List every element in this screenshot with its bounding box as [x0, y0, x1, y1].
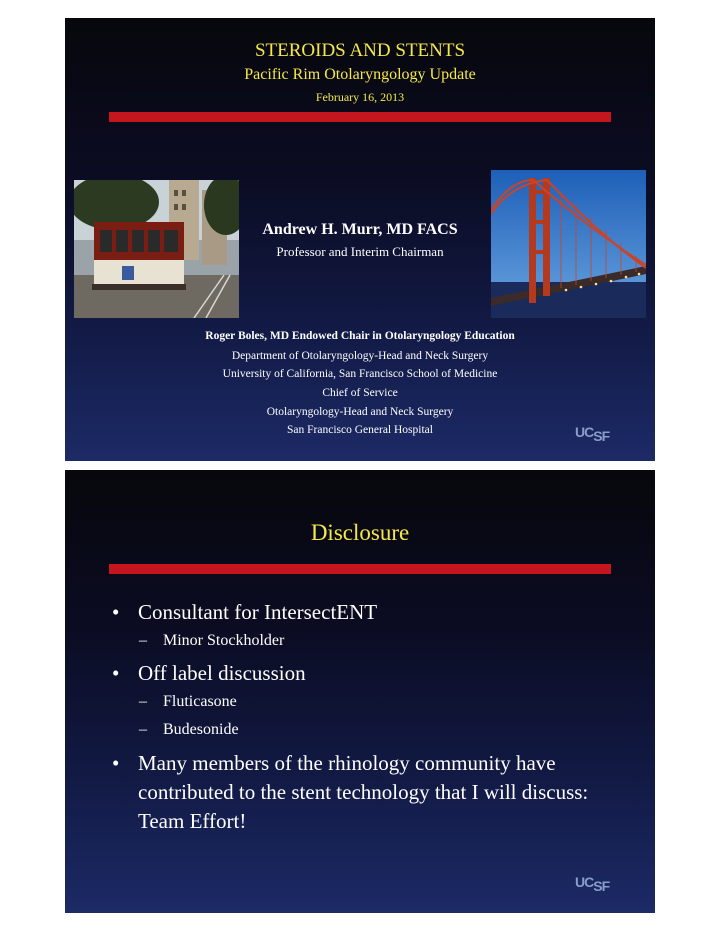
bullet-dot: • — [112, 600, 120, 624]
bullet-text: Many members of the rhinology community have contributed to the stent technology that I will discuss: Team Effort! — [138, 751, 589, 833]
endowed-chair: Roger Boles, MD Endowed Chair in Otolaryngology Education — [205, 330, 515, 342]
sub-bullet-dash: – — [139, 693, 147, 710]
sub-bullet-text: Fluticasone — [163, 693, 237, 710]
sub-bullet-dash: – — [139, 721, 147, 738]
bullet-dot: • — [112, 751, 120, 775]
speaker-title: Professor and Interim Chairman — [276, 244, 444, 259]
university: University of California, San Francisco School of Medicine — [222, 368, 498, 380]
chief-of-service: Chief of Service — [322, 387, 398, 399]
hospital: San Francisco General Hospital — [287, 424, 433, 436]
title-divider-bar — [109, 564, 611, 574]
ucsf-logo: UCSF — [575, 424, 610, 444]
slide-title: Disclosure — [310, 520, 410, 545]
disclosure-slide — [65, 470, 655, 913]
sub-bullet-text: Budesonide — [163, 721, 239, 738]
sub-bullet-text: Minor Stockholder — [163, 632, 285, 649]
bullet-text: Consultant for IntersectENT — [138, 600, 378, 624]
slide-title: STEROIDS AND STENTS — [254, 40, 466, 61]
bullet-text: Off label discussion — [138, 661, 306, 685]
title-divider-bar — [109, 112, 611, 122]
bullet-dot: • — [112, 661, 120, 685]
ucsf-logo: UCSF — [575, 874, 610, 894]
title-slide — [65, 18, 655, 461]
slide-date: February 16, 2013 — [315, 90, 405, 104]
department: Department of Otolaryngology-Head and Neck Surgery — [231, 350, 489, 362]
slide-subtitle: Pacific Rim Otolaryngology Update — [244, 66, 476, 83]
speaker-name: Andrew H. Murr, MD FACS — [262, 221, 458, 238]
sub-bullet-dash: – — [139, 632, 147, 649]
service-department: Otolaryngology-Head and Neck Surgery — [266, 406, 454, 418]
